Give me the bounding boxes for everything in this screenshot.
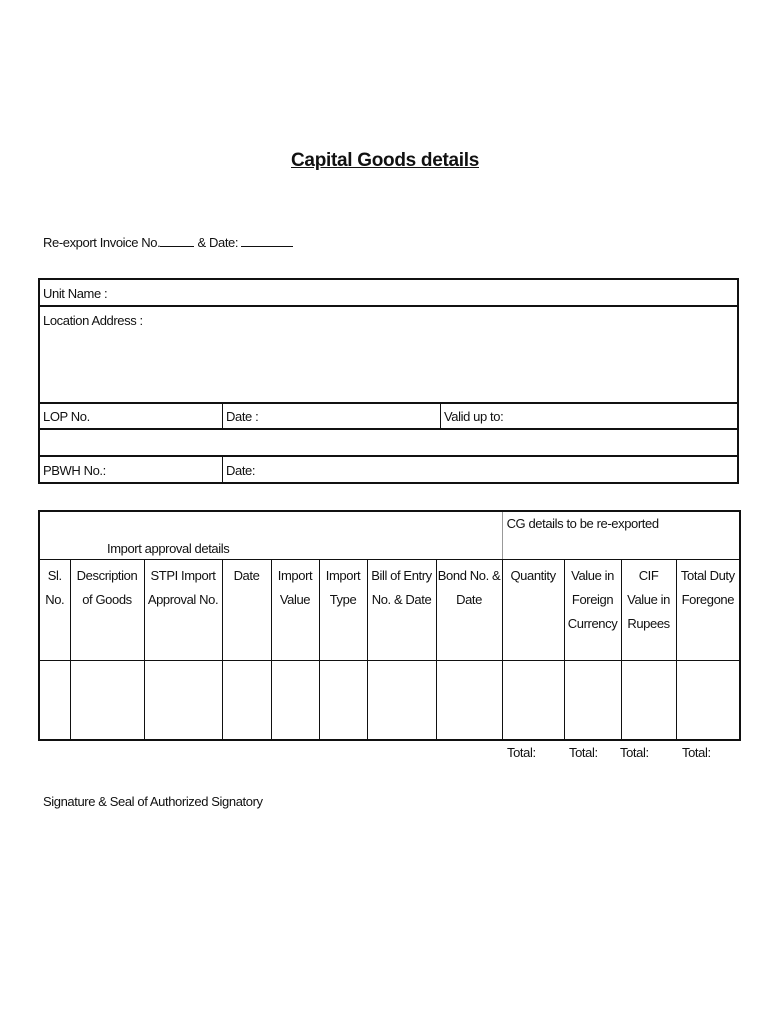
unit-name-label: Unit Name : — [43, 286, 108, 301]
divider — [40, 428, 737, 430]
column-header: Import Type — [319, 560, 367, 661]
divider — [222, 402, 223, 428]
column-header: Total Duty Foregone — [676, 560, 740, 661]
location-address-label: Location Address : — [43, 313, 143, 328]
valid-up-to-label: Valid up to: — [444, 409, 504, 424]
invoice-blank[interactable] — [160, 234, 194, 247]
table-cell[interactable] — [676, 661, 740, 741]
column-header: CIF Value in Rupees — [621, 560, 676, 661]
invoice-date-label: & Date: — [197, 235, 239, 250]
table-cell[interactable] — [564, 661, 621, 741]
table-cell[interactable] — [144, 661, 222, 741]
column-header: Bill of Entry No. & Date — [367, 560, 436, 661]
divider — [440, 402, 441, 428]
total-foreign-value-label: Total: — [569, 745, 598, 760]
pbwh-label: PBWH No.: — [43, 463, 106, 478]
table-cell[interactable] — [436, 661, 502, 741]
pbwh-date-label: Date: — [226, 463, 256, 478]
divider — [40, 455, 737, 457]
table-row — [39, 661, 740, 741]
total-cif-value-label: Total: — [620, 745, 649, 760]
cg-reexport-group-header: CG details to be re-exported — [502, 511, 740, 560]
column-header: Value in Foreign Currency — [564, 560, 621, 661]
column-header: Sl. No. — [39, 560, 70, 661]
divider — [40, 305, 737, 307]
lop-date-label: Date : — [226, 409, 259, 424]
signature-label: Signature & Seal of Authorized Signatory — [43, 794, 263, 809]
invoice-date-blank[interactable] — [241, 234, 293, 247]
unit-details-box — [38, 278, 739, 484]
table-cell[interactable] — [621, 661, 676, 741]
table-cell[interactable] — [39, 661, 70, 741]
column-header: Date — [222, 560, 271, 661]
invoice-label: Re-export Invoice No. — [43, 235, 161, 250]
column-header: STPI Import Approval No. — [144, 560, 222, 661]
divider — [222, 455, 223, 484]
lop-label: LOP No. — [43, 409, 90, 424]
divider — [40, 402, 737, 404]
table-cell[interactable] — [319, 661, 367, 741]
total-duty-label: Total: — [682, 745, 711, 760]
column-header: Quantity — [502, 560, 564, 661]
table-cell[interactable] — [271, 661, 319, 741]
page-title: Capital Goods details — [291, 150, 479, 171]
total-quantity-label: Total: — [507, 745, 536, 760]
table-cell[interactable] — [222, 661, 271, 741]
reexport-line — [43, 234, 293, 250]
table-cell[interactable] — [70, 661, 144, 741]
import-approval-group-header: Import approval details — [39, 511, 502, 560]
column-header: Import Value — [271, 560, 319, 661]
table-cell[interactable] — [502, 661, 564, 741]
cg-details-table — [38, 510, 741, 741]
table-cell[interactable] — [367, 661, 436, 741]
column-header: Bond No. & Date — [436, 560, 502, 661]
column-header: Description of Goods — [70, 560, 144, 661]
